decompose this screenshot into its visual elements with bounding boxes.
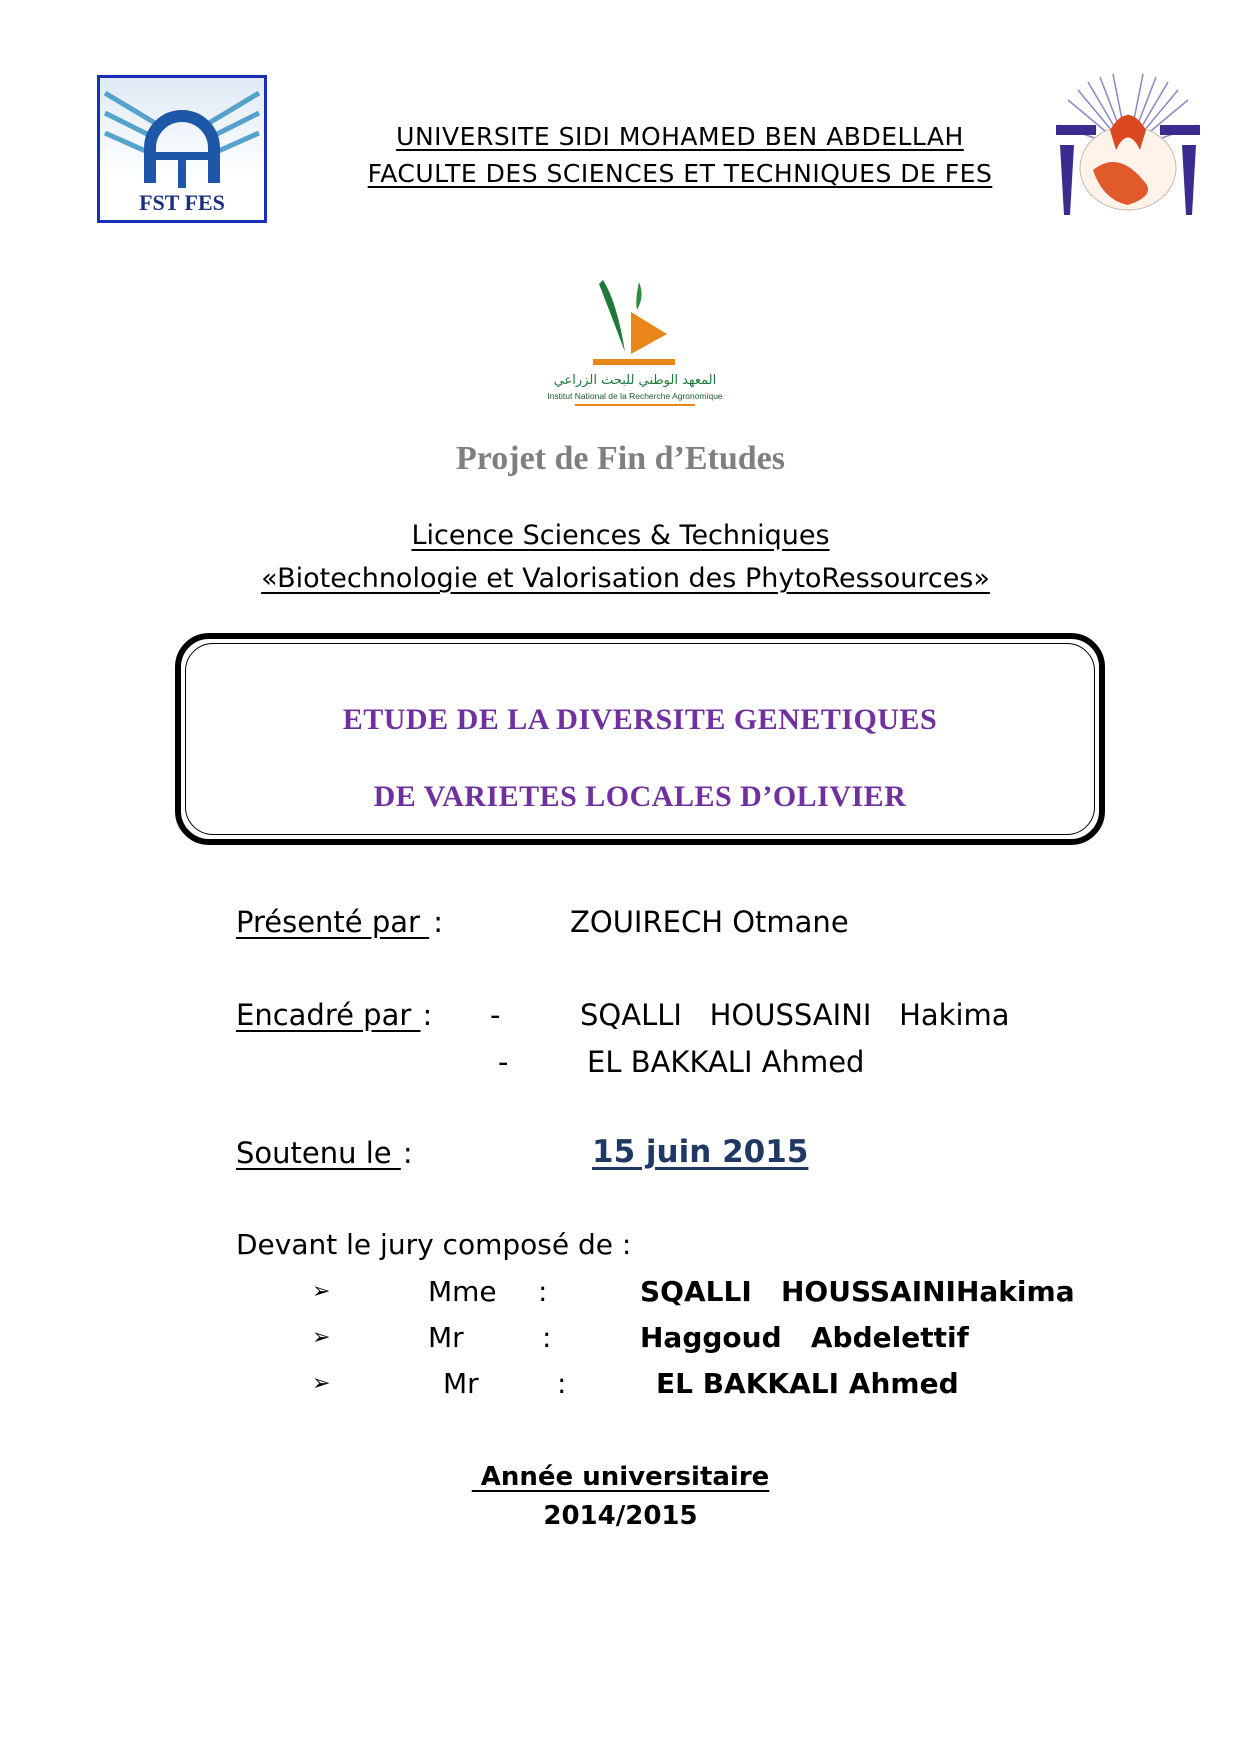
document-type-title: Projet de Fin d’Etudes	[456, 440, 785, 477]
jury-member-title: Mr	[443, 1367, 479, 1400]
supervised-by-row	[236, 998, 432, 1032]
university-name: UNIVERSITE SIDI MOHAMED BEN ABDELLAH	[396, 122, 964, 151]
jury-member-colon: :	[538, 1275, 548, 1308]
jury-member-name: SQALLI HOUSSAINIHakima	[640, 1275, 1075, 1308]
thesis-title-line-1: ETUDE DE LA DIVERSITE GENETIQUES	[342, 703, 938, 736]
supervisor-dash-1: -	[490, 998, 501, 1032]
arrow-bullet-icon: ➢	[312, 1325, 331, 1350]
defended-on-label: Soutenu le	[236, 1136, 401, 1170]
jury-member-row	[0, 1321, 1241, 1361]
supervised-by-colon: :	[422, 998, 433, 1032]
jury-intro: Devant le jury composé de :	[236, 1228, 632, 1261]
faculty-name: FACULTE DES SCIENCES ET TECHNIQUES DE FES	[367, 159, 993, 188]
inra-emblem-icon	[535, 262, 735, 412]
supervisor-dash-2: -	[498, 1045, 509, 1079]
inra-logo	[535, 262, 735, 412]
arrow-bullet-icon: ➢	[312, 1371, 331, 1396]
thesis-title-line-2: DE VARIETES LOCALES D’OLIVIER	[373, 780, 907, 813]
academic-year-label-row	[0, 1462, 1241, 1492]
supervised-by-label: Encadré par	[236, 998, 421, 1032]
usmba-logo	[1048, 70, 1208, 218]
svg-text:المعهد الوطني للبحث الزراعي: المعهد الوطني للبحث الزراعي	[553, 373, 717, 388]
supervisor-name-2: EL BAKKALI Ahmed	[587, 1045, 865, 1079]
university-header	[320, 118, 1040, 192]
student-name: ZOUIRECH Otmane	[570, 905, 849, 939]
thesis-title-box	[175, 633, 1105, 845]
jury-member-title: Mme	[428, 1275, 497, 1308]
defended-on-row	[236, 1136, 413, 1170]
jury-member-colon: :	[557, 1367, 567, 1400]
jury-member-title: Mr	[428, 1321, 464, 1354]
fst-fes-logo	[97, 75, 267, 223]
jury-member-colon: :	[542, 1321, 552, 1354]
arrow-bullet-icon: ➢	[312, 1279, 331, 1304]
presented-by-colon: :	[433, 905, 443, 939]
presented-by-row	[236, 905, 443, 939]
jury-member-name: EL BAKKALI Ahmed	[656, 1367, 959, 1400]
fst-fes-emblem-icon	[100, 78, 264, 220]
academic-year-value: 2014/2015	[543, 1501, 698, 1531]
svg-text:FST FES: FST FES	[139, 190, 225, 215]
specialty-name: «Biotechnologie et Valorisation des PhytoRessources»	[261, 563, 990, 594]
supervisor-name-1: SQALLI HOUSSAINI Hakima	[580, 998, 1010, 1032]
defense-date: 15 juin 2015	[592, 1134, 809, 1170]
academic-year-label: Année universitaire	[471, 1462, 770, 1492]
presented-by-label: Présenté par	[236, 905, 430, 939]
usmba-emblem-icon	[1048, 70, 1208, 218]
defended-on-colon: :	[402, 1136, 413, 1170]
svg-text:Institut National de la Recher: Institut National de la Recherche Agronomique	[547, 391, 723, 401]
program-name: Licence Sciences & Techniques	[411, 520, 830, 551]
jury-member-name: Haggoud Abdelettif	[640, 1321, 969, 1354]
jury-member-row	[0, 1275, 1241, 1315]
jury-member-row	[0, 1367, 1241, 1407]
